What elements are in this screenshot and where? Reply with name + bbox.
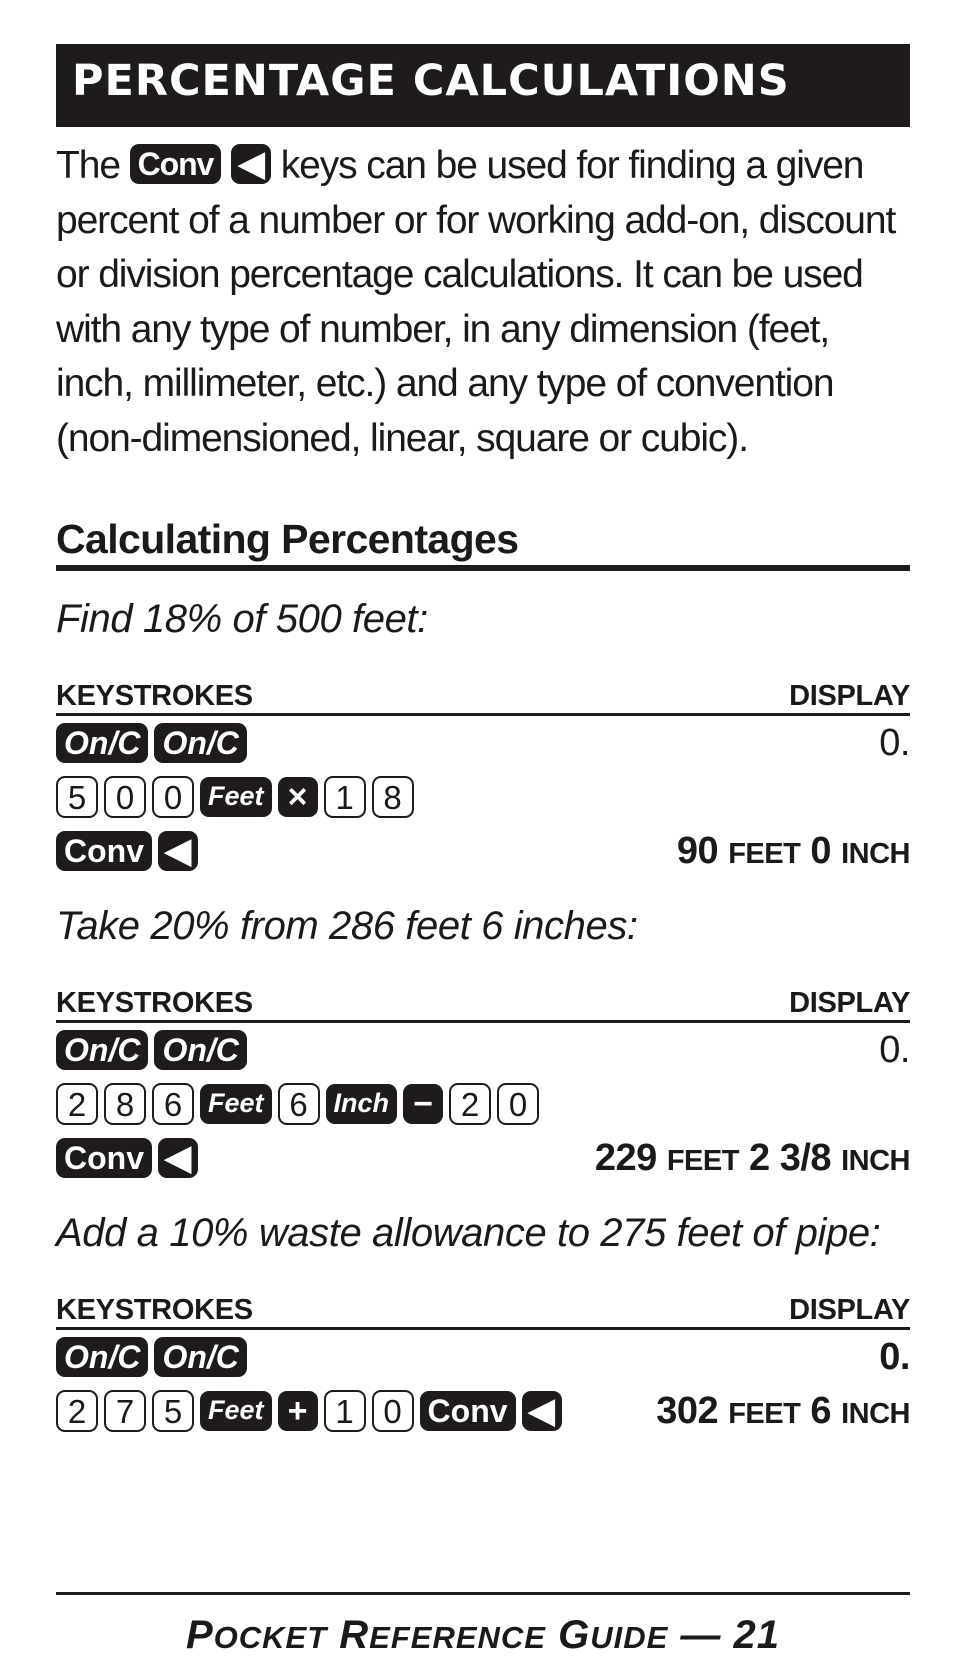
- display-label: DISPLAY: [789, 1294, 910, 1326]
- example-1-title: Find 18% of 500 feet:: [56, 597, 428, 641]
- display-label: DISPLAY: [789, 987, 910, 1019]
- digit-key: 0: [104, 776, 146, 818]
- digit-key: 5: [56, 776, 98, 818]
- conv-key: Conv: [56, 831, 152, 871]
- display-value: 0.: [879, 1028, 910, 1071]
- table-row: [56, 716, 910, 770]
- digit-key: 8: [104, 1083, 146, 1125]
- digit-key: 1: [324, 776, 366, 818]
- example-3-header: [56, 1294, 910, 1330]
- table-row: [56, 824, 910, 878]
- keystrokes-label: KEYSTROKES: [56, 680, 253, 712]
- feet-key: Feet: [200, 777, 272, 817]
- digit-key: 0: [497, 1083, 539, 1125]
- digit-key: 0: [372, 1390, 414, 1432]
- digit-key: 8: [372, 776, 414, 818]
- digit-key: 2: [449, 1083, 491, 1125]
- example-1-header: [56, 680, 910, 716]
- arrow-left-key-icon: ◀: [231, 144, 271, 184]
- feet-key: Feet: [200, 1391, 272, 1431]
- keystrokes-label: KEYSTROKES: [56, 1294, 253, 1326]
- arrow-left-key-icon: ◀: [158, 1138, 198, 1178]
- intro-text-start: The: [56, 144, 120, 187]
- on-c-key: On/C: [154, 723, 246, 763]
- keystrokes-label: KEYSTROKES: [56, 987, 253, 1019]
- display-value: 0.: [879, 721, 910, 764]
- conv-key: Conv: [420, 1391, 516, 1431]
- section-title: PERCENTAGE CALCULATIONS: [56, 44, 910, 127]
- digit-key: 1: [324, 1390, 366, 1432]
- intro-text-rest: keys can be used for finding a given percent of a number or for working add-on, discount or division percentage calculations. It can be used with any type of number, in any dimension (feet, inch, millimeter, etc.) and any type of convention (non-dimensioned, linear, square or cubic).: [56, 144, 896, 460]
- table-row: [56, 1077, 910, 1131]
- page-footer: POCKET REFERENCE GUIDE — 21: [56, 1592, 910, 1658]
- table-row: [56, 1131, 910, 1185]
- conv-key: Conv: [130, 144, 222, 184]
- display-value: 90 FEET 0 INCH: [676, 829, 910, 872]
- on-c-key: On/C: [56, 723, 148, 763]
- on-c-key: On/C: [56, 1337, 148, 1377]
- intro-paragraph: [56, 139, 910, 466]
- digit-key: 6: [152, 1083, 194, 1125]
- subheading: Calculating Percentages: [56, 516, 910, 571]
- example-2-title: Take 20% from 286 feet 6 inches:: [56, 904, 638, 948]
- on-c-key: On/C: [154, 1030, 246, 1070]
- multiply-key-icon: ×: [278, 777, 318, 817]
- inch-key: Inch: [326, 1084, 398, 1124]
- digit-key: 7: [104, 1390, 146, 1432]
- table-row: [56, 1384, 910, 1438]
- example-2-header: [56, 987, 910, 1023]
- page: [56, 44, 910, 1438]
- example-3-title: Add a 10% waste allowance to 275 feet of pipe:: [56, 1211, 881, 1255]
- table-row: [56, 1023, 910, 1077]
- plus-key-icon: +: [278, 1391, 318, 1431]
- on-c-key: On/C: [56, 1030, 148, 1070]
- digit-key: 2: [56, 1390, 98, 1432]
- display-label: DISPLAY: [789, 680, 910, 712]
- digit-key: 5: [152, 1390, 194, 1432]
- table-row: [56, 770, 910, 824]
- feet-key: Feet: [200, 1084, 272, 1124]
- minus-key-icon: −: [403, 1084, 443, 1124]
- display-value: 302 FEET 6 INCH: [656, 1389, 910, 1432]
- conv-key: Conv: [56, 1138, 152, 1178]
- digit-key: 6: [278, 1083, 320, 1125]
- digit-key: 2: [56, 1083, 98, 1125]
- arrow-left-key-icon: ◀: [522, 1391, 562, 1431]
- page-number: — 21: [680, 1613, 781, 1657]
- table-row: [56, 1330, 910, 1384]
- arrow-left-key-icon: ◀: [158, 831, 198, 871]
- on-c-key: On/C: [154, 1337, 246, 1377]
- display-value: 0.: [879, 1335, 910, 1378]
- digit-key: 0: [152, 776, 194, 818]
- display-value: 229 FEET 2 3/8 INCH: [594, 1136, 910, 1179]
